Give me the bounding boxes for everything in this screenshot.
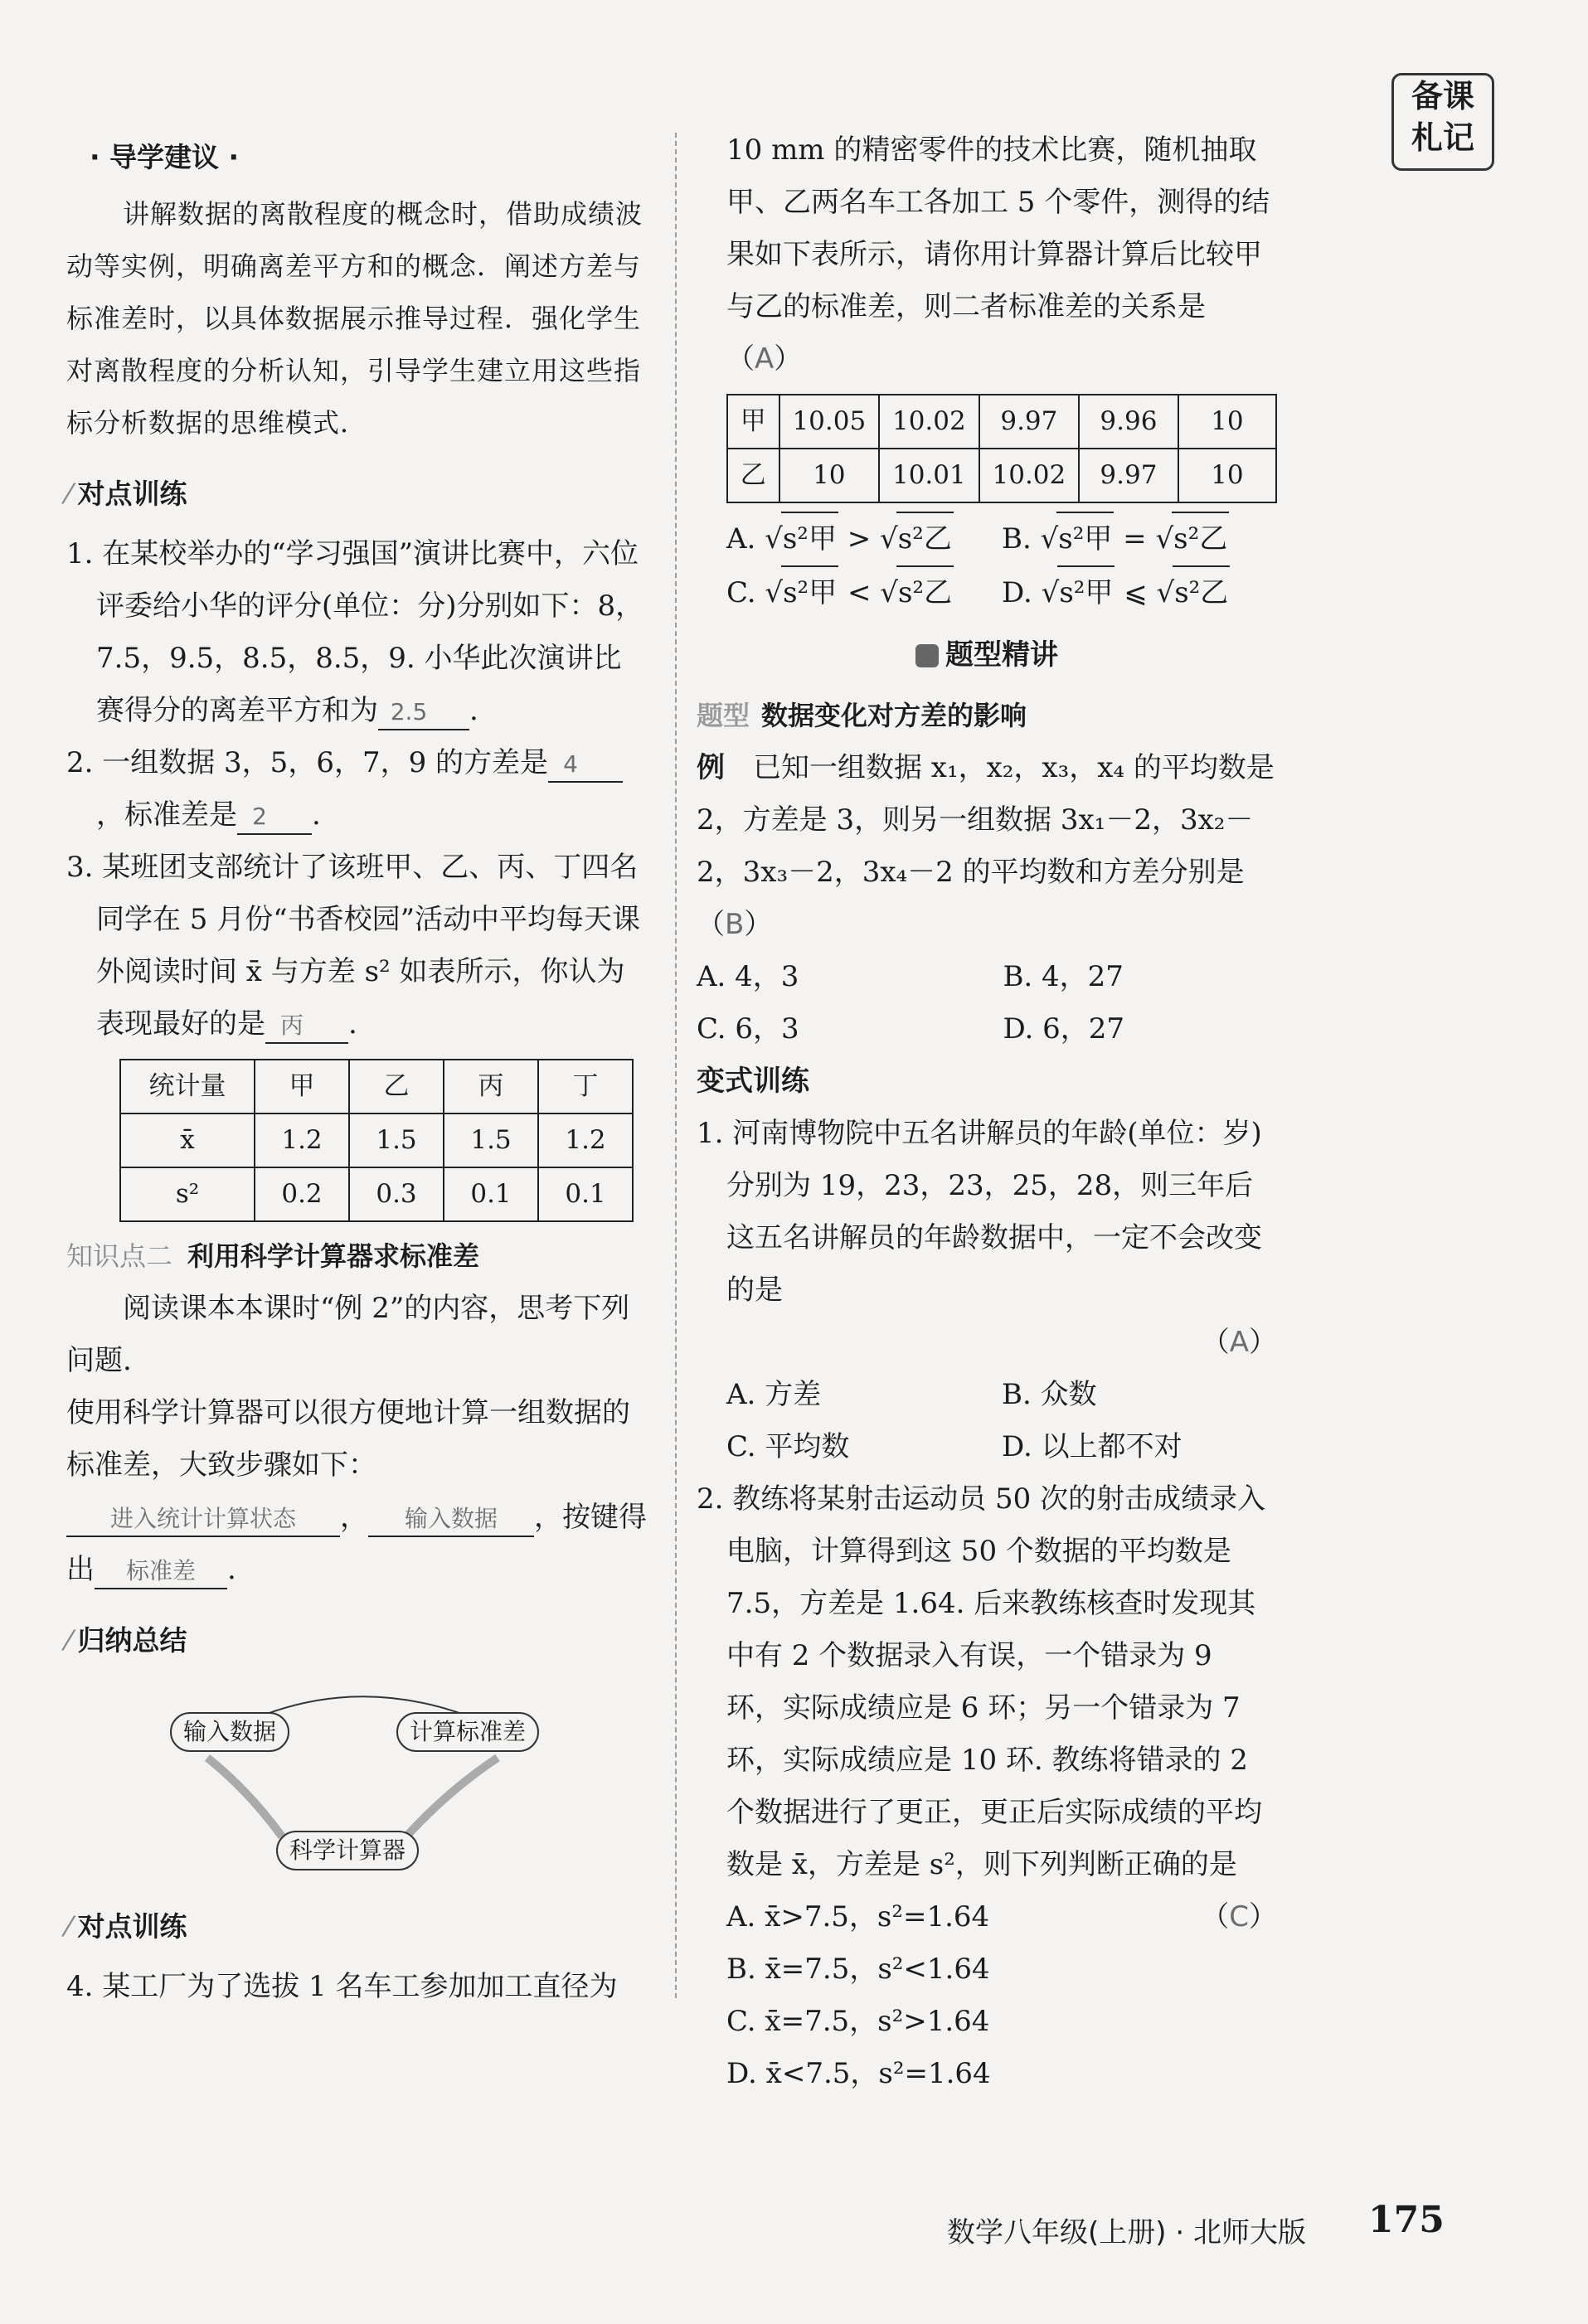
node-input-data: 输入数据 [170,1712,289,1752]
table-cell: 9.97 [979,395,1080,449]
left-column [66,124,647,2013]
v1-option-d: D. 以上都不对 [1002,1430,1183,1463]
question-3: 3. 某班团支部统计了该班甲、乙、丙、丁四名同学在 5 月份“书香校园”活动中平均每天课外阅读时间 x̄ 与方差 s² 如表所示，你认为表现最好的是 丙 . [66,842,647,1050]
q3-answer: 丙 [265,1009,348,1044]
v2-option-d: D. x̄<7.5，s²=1.64 [726,2057,991,2090]
knowledge-point-2 [66,1230,647,1283]
example-option-c: C. 6，3 [697,1012,799,1046]
kp2-title: 利用科学计算器求标准差 [187,1240,480,1272]
question-4-cont: 10 mm 的精密零件的技术比赛，随机抽取甲、乙两名车工各加工 5 个零件，测得的结果如下表所示，请你用计算器计算后比较甲与乙的标准差，则二者标准差的关系是（A） [726,133,1270,376]
table-cell: 1.2 [538,1113,633,1167]
v2-options [697,1891,1277,2100]
table-cell: 1.5 [349,1113,444,1167]
guide-body: 讲解数据的离散程度的概念时，借助成绩波动等实例，明确离差平方和的概念．阐述方差与标准差时，以具体数据展示推导过程．强化学生对离散程度的分析认知，引导学生建立用这些指标分析数据的思维模式． [66,198,643,439]
example: 例 已知一组数据 x₁，x₂，x₃，x₄ 的平均数是 2，方差是 3，则另一组数据 3x₁－2，3x₂－2，3x₃－2，3x₄－2 的平均数和方差分别是（B） [697,751,1275,941]
badge-line1: 备课 [1411,78,1474,114]
table-row [120,1167,633,1221]
example-answer: B [725,908,745,941]
v1-option-c: C. 平均数 [726,1430,850,1463]
v2-option-c: C. x̄=7.5，s²>1.64 [726,2005,990,2038]
table-cell: x̄ [120,1113,255,1167]
table-cell: 0.2 [255,1167,349,1221]
reading-time-table [119,1059,634,1222]
option-row [726,1369,1277,1421]
node-calculator: 科学计算器 [276,1831,419,1870]
table-cell: 丁 [538,1060,633,1113]
table-cell: 9.96 [1079,395,1178,449]
page-number: 175 [1368,2199,1445,2241]
option-c: C. √s²甲 < √s²乙 [726,565,1002,619]
q1-answer: 2.5 [378,696,469,730]
table-row [120,1113,633,1167]
option-row [726,565,1277,619]
q2-answer-1: 4 [548,748,623,783]
table-cell: 10 [1178,395,1276,449]
table-row [727,449,1276,502]
topic-type [697,690,1277,742]
right-column [697,124,1277,2100]
book-icon [915,644,939,667]
option-b: B. √s²甲 = √s²乙 [1002,512,1277,565]
kp2-para1: 阅读课本本课时“例 2”的内容，思考下列问题. [66,1292,630,1377]
q4-options [697,512,1277,619]
v1-answer: A [1229,1326,1249,1359]
table-cell: 统计量 [120,1060,255,1113]
v1-option-a: A. 方差 [726,1378,822,1411]
table-cell: 10 [1178,449,1276,502]
kp2-answer-1: 进入统计计算状态 [66,1502,340,1537]
kp2-para2: 使用科学计算器可以很方便地计算一组数据的标准差，大致步骤如下：进入统计计算状态 ， 输入数据 ，按键得出 标准差 . [66,1387,647,1596]
option-a: A. √s²甲 > √s²乙 [726,512,1002,565]
q4-answer: A [755,342,775,376]
kp2-answer-3: 标准差 [95,1555,227,1589]
question-4-start: 4. 某工厂为了选拔 1 名车工参加加工直径为 [66,1970,618,2003]
table-header-row [120,1060,633,1113]
table-cell: 甲 [727,395,779,449]
guide-title: · 导学建议 · [90,141,240,173]
table-cell: 10 [779,449,880,502]
v2-option-a: A. x̄>7.5，s²=1.64 [726,1900,990,1933]
table-cell: 1.5 [444,1113,538,1167]
table-cell: 10.02 [979,449,1080,502]
footer-title: 数学八年级(上册) · 北师大版 [947,2216,1306,2249]
example-option-a: A. 4，3 [697,960,799,993]
table-cell: 10.01 [879,449,979,502]
question-2: 2. 一组数据 3，5，6，7，9 的方差是 4，标准差是 2 . [66,737,647,842]
table-cell: s² [120,1167,255,1221]
notes-badge [1391,73,1494,171]
table-cell: 乙 [349,1060,444,1113]
variant-title: 变式训练 [697,1065,809,1098]
training-title-2: ⁄ 对点训练 [66,1910,187,1943]
badge-line2: 札记 [1411,119,1474,156]
v1-option-b: B. 众数 [1002,1378,1097,1411]
type-tag: 题型 [697,700,750,731]
table-cell: 0.3 [349,1167,444,1221]
example-option-d: D. 6，27 [1003,1012,1124,1046]
summary-diagram [66,1675,647,1882]
table-cell: 甲 [255,1060,349,1113]
v1-answer-row: （A） [1201,1326,1277,1359]
v2-option-b: B. x̄=7.5，s²<1.64 [726,1953,990,1986]
topic-heading: 题型精讲 [697,629,1277,682]
table-cell: 0.1 [444,1167,538,1221]
leaf-icon: ⁄ [66,1624,71,1657]
pen-icon: ⁄ [66,1910,71,1943]
option-d: D. √s²甲 ⩽ √s²乙 [1002,565,1277,619]
table-cell: 1.2 [255,1113,349,1167]
kp2-tag: 知识点二 [66,1240,173,1272]
summary-title: ⁄ 归纳总结 [66,1624,187,1657]
lathe-table [726,394,1277,503]
variant-question-2: 2. 教练将某射击运动员 50 次的射击成绩录入电脑，计算得到这 50 个数据的平均数是 7.5，方差是 1.64. 后来教练核查时发现其中有 2 个数据录入有误，一个错录为 9 环，实际成绩应是 6 环；另一个错录为 7 环，实际成绩应是 10 环. 教练将错录的 2 个数据进行了更正，更正后实际成绩的平均数是 x̄，方差是 s²，则下列判断正确的是 （C） [697,1482,1277,1933]
table-cell: 10.05 [779,395,880,449]
table-cell: 10.02 [879,395,979,449]
example-option-b: B. 4，27 [1003,960,1124,993]
v1-options [697,1369,1277,1473]
option-row [697,951,1277,1003]
option-row [726,512,1277,565]
training-title-1: ⁄ 对点训练 [66,478,187,510]
q2-answer-2: 2 [237,800,312,835]
table-row [727,395,1276,449]
table-cell: 9.97 [1079,449,1178,502]
v2-answer: C [1229,1900,1249,1933]
type-title: 数据变化对方差的影响 [761,700,1027,731]
column-divider [675,133,677,1998]
option-row [726,1421,1277,1473]
table-cell: 乙 [727,449,779,502]
table-cell: 丙 [444,1060,538,1113]
option-row [697,1003,1277,1055]
node-calc-std: 计算标准差 [396,1712,539,1752]
variant-question-1: 1. 河南博物院中五名讲解员的年龄(单位：岁)分别为 19，23，23，25，28，则三年后这五名讲解员的年龄数据中，一定不会改变的是 [697,1117,1262,1307]
question-1: 1. 在某校举办的“学习强国”演讲比赛中，六位评委给小华的评分(单位：分)分别如下：8，7.5，9.5，8.5，8.5，9. 小华此次演讲比赛得分的离差平方和为 2.5 . [66,528,647,737]
kp2-answer-2: 输入数据 [368,1502,534,1537]
table-cell: 0.1 [538,1167,633,1221]
pen-icon: ⁄ [66,478,71,510]
